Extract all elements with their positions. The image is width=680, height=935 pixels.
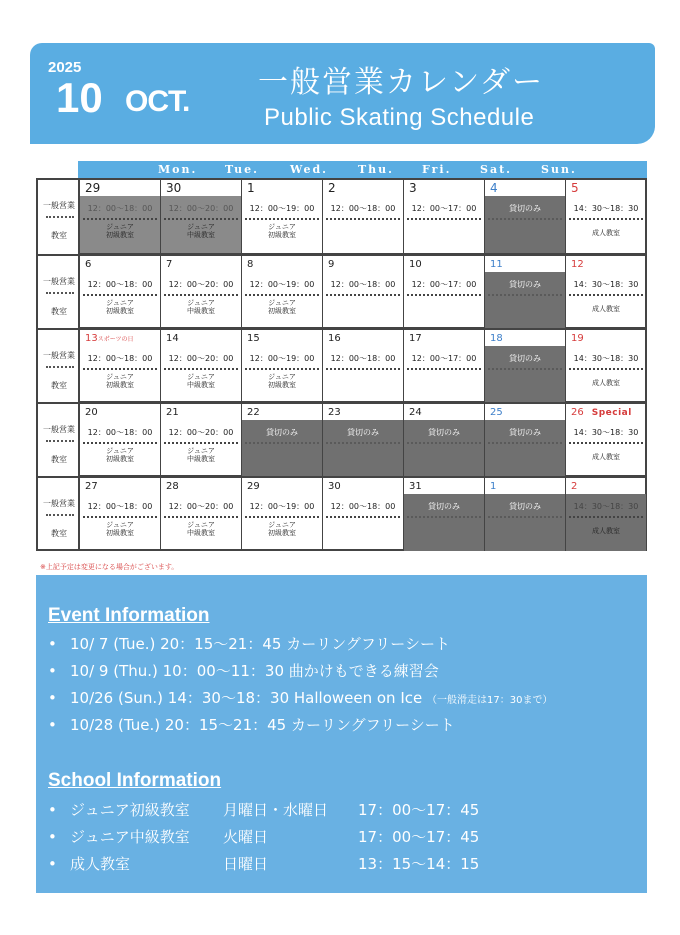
day-number: [247, 481, 260, 492]
cell-divider: [488, 294, 562, 296]
day-number: [328, 333, 341, 344]
school-label: 教室: [51, 381, 67, 390]
school-class: [566, 379, 646, 387]
public-hours: 貸切のみ: [266, 428, 298, 437]
day-number-text: 27: [85, 481, 98, 492]
header-banner: [30, 43, 655, 144]
public-hours: 12：00〜20：00: [168, 354, 234, 363]
cell-divider: [407, 294, 481, 296]
public-hours: 12：00〜19：00: [249, 502, 315, 511]
event-list: [48, 631, 552, 739]
day-cell: [80, 402, 161, 476]
day-cell: [404, 402, 485, 476]
school-class-line: 初級教室: [106, 529, 134, 537]
day-number-text: 4: [490, 181, 498, 195]
public-hours: 12：00〜19：00: [249, 280, 315, 289]
school-class-line: 初級教室: [106, 455, 134, 463]
school-class: [80, 299, 160, 315]
day-cell: [566, 254, 646, 328]
day-cell: [566, 476, 646, 550]
day-number-text: 24: [409, 407, 422, 418]
day-number: [166, 181, 181, 195]
day-number: [166, 407, 179, 418]
cell-divider: [488, 516, 562, 518]
day-number: [409, 259, 422, 270]
day-number: [490, 259, 503, 270]
row-label-block: [38, 476, 80, 550]
cell-divider: [164, 516, 238, 518]
school-class: [566, 453, 646, 461]
day-cell: [80, 476, 161, 550]
public-hours-label: 一般営業: [43, 499, 75, 508]
school-class-line: 初級教室: [268, 231, 296, 239]
day-number-text: 21: [166, 407, 179, 418]
public-hours: 14：30〜18：30: [573, 280, 639, 289]
public-hours: 12：00〜18：00: [330, 280, 396, 289]
public-hours: 貸切のみ: [509, 204, 541, 213]
day-cell: [242, 402, 323, 476]
cell-divider: [164, 294, 238, 296]
school-class-line: 中級教室: [187, 455, 215, 463]
cell-divider: [245, 294, 319, 296]
cell-divider: [569, 442, 643, 444]
weekday-label: Mon.: [158, 163, 198, 176]
school-item: • ジュニア中級教室 火曜日 17：00〜17：45: [48, 824, 479, 851]
cell-divider: [164, 442, 238, 444]
public-hours-label: 一般営業: [43, 351, 75, 360]
weekday-label: Tue.: [225, 163, 260, 176]
school-class-line: 初級教室: [268, 381, 296, 389]
page-title-jp: 一般営業カレンダー: [258, 65, 545, 100]
cell-divider: [488, 218, 562, 220]
day-number-text: 19: [571, 333, 584, 344]
school-class: [242, 299, 322, 315]
day-number: [490, 407, 503, 418]
day-number: [247, 259, 253, 270]
public-hours: 12：00〜18：00: [87, 354, 153, 363]
day-number-text: 31: [409, 481, 422, 492]
day-number-text: 30: [328, 481, 341, 492]
info-panel: [36, 575, 647, 893]
day-cell: [566, 180, 646, 254]
day-number-text: 25: [490, 407, 503, 418]
cell-divider: [83, 516, 157, 518]
day-cell: [161, 180, 242, 254]
school-class-line: ジュニア: [187, 299, 215, 307]
row-label-block: [38, 180, 80, 254]
school-class-line: ジュニア: [187, 447, 215, 455]
month-name: OCT.: [125, 85, 190, 118]
day-number-text: 16: [328, 333, 341, 344]
day-cell: [161, 254, 242, 328]
day-number: [166, 259, 172, 270]
public-hours: 貸切のみ: [428, 502, 460, 511]
public-hours: 貸切のみ: [347, 428, 379, 437]
day-number-text: 29: [247, 481, 260, 492]
day-number-text: 18: [490, 333, 503, 344]
event-note: （一般滑走は17：30まで）: [427, 695, 553, 706]
day-number-text: 6: [85, 259, 92, 270]
public-hours: 12：00〜17：00: [411, 280, 477, 289]
cell-divider: [83, 218, 157, 220]
day-cell: [242, 476, 323, 550]
month-number: 10: [56, 74, 103, 121]
public-hours-label: 一般営業: [43, 201, 75, 210]
day-number: [328, 481, 341, 492]
day-cell: [161, 402, 242, 476]
special-event-tag: Special: [591, 408, 632, 418]
cell-divider: [164, 368, 238, 370]
day-cell: [161, 328, 242, 402]
day-number-text: 17: [409, 333, 422, 344]
school-class: [80, 223, 160, 239]
public-hours: 貸切のみ: [428, 428, 460, 437]
day-number-text: 1: [490, 481, 497, 492]
cell-divider: [407, 442, 481, 444]
row-label-block: [38, 402, 80, 476]
page-title-en: Public Skating Schedule: [264, 104, 535, 131]
public-hours: 14：30〜18：30: [573, 354, 639, 363]
school-class-line: 成人教室: [592, 305, 620, 313]
school-class-line: 中級教室: [187, 381, 215, 389]
day-cell: [242, 180, 323, 254]
cell-divider: [407, 218, 481, 220]
cell-divider: [245, 218, 319, 220]
public-hours-label: 一般営業: [43, 425, 75, 434]
day-cell: [80, 254, 161, 328]
cell-divider: [488, 442, 562, 444]
day-cell: [485, 402, 566, 476]
cell-divider: [326, 294, 400, 296]
school-class-line: 初級教室: [106, 307, 134, 315]
day-number-text: 3: [409, 181, 417, 195]
school-class: [161, 521, 241, 537]
school-class-line: ジュニア: [106, 373, 134, 381]
cell-divider: [569, 218, 643, 220]
event-item: • 10/26 (Sun.) 14：30〜18：30 Halloween on Ice （一般滑走は17：30まで）: [48, 685, 552, 712]
school-class-line: 初級教室: [106, 231, 134, 239]
school-class-line: 成人教室: [592, 229, 620, 237]
day-number: [490, 181, 498, 195]
school-class: [80, 447, 160, 463]
schedule-change-note: ※上記予定は変更になる場合がございます。: [40, 563, 179, 571]
school-label: 教室: [51, 231, 67, 240]
day-number: [328, 181, 336, 195]
day-cell: [404, 254, 485, 328]
school-class-line: 成人教室: [592, 527, 620, 535]
day-number-text: 1: [247, 181, 255, 195]
day-number-text: 13: [85, 333, 98, 344]
calendar-grid: [36, 178, 647, 551]
day-number: [328, 259, 334, 270]
public-hours: 12：00〜17：00: [411, 204, 477, 213]
day-number: [247, 181, 255, 195]
public-hours: 12：00〜18：00: [87, 502, 153, 511]
school-class: [161, 447, 241, 463]
school-class-line: 初級教室: [106, 381, 134, 389]
school-class-line: ジュニア: [106, 521, 134, 529]
day-number-text: 10: [409, 259, 422, 270]
day-number: [571, 407, 632, 418]
day-number-text: 22: [247, 407, 260, 418]
school-class-line: ジュニア: [106, 299, 134, 307]
school-class: [566, 305, 646, 313]
row-label-block: [38, 254, 80, 328]
day-cell: [242, 254, 323, 328]
day-number-text: 12: [571, 259, 584, 270]
public-hours: 12：00〜18：00: [330, 502, 396, 511]
cell-divider: [569, 368, 643, 370]
school-class-line: 成人教室: [592, 379, 620, 387]
school-class: [161, 223, 241, 239]
day-number: [571, 481, 577, 492]
cell-divider: [407, 368, 481, 370]
cell-divider: [83, 442, 157, 444]
public-hours: 12：00〜18：00: [330, 354, 396, 363]
public-hours-label: 一般営業: [43, 277, 75, 286]
day-number-text: 29: [85, 181, 101, 195]
school-class-line: ジュニア: [187, 373, 215, 381]
school-class-line: ジュニア: [106, 223, 134, 231]
day-number: [409, 481, 422, 492]
cell-divider: [164, 218, 238, 220]
school-class: [80, 373, 160, 389]
school-class-line: 中級教室: [187, 307, 215, 315]
day-number-text: 28: [166, 481, 179, 492]
label-divider: [46, 292, 74, 294]
school-class-line: ジュニア: [187, 521, 215, 529]
event-info-title: Event Information: [48, 605, 210, 626]
cell-divider: [83, 294, 157, 296]
public-hours: 14：30〜18：30: [573, 204, 639, 213]
day-number-text: 30: [166, 181, 182, 195]
event-item: • 10/ 7 (Tue.) 20：15〜21：45 カーリングフリーシート: [48, 631, 552, 658]
day-number: [328, 407, 341, 418]
cell-divider: [83, 368, 157, 370]
school-list: [48, 797, 479, 878]
school-class: [161, 373, 241, 389]
weekday-label: Sun.: [541, 163, 577, 176]
weekday-label: Sat.: [480, 163, 512, 176]
school-class-line: ジュニア: [268, 521, 296, 529]
public-hours: 貸切のみ: [509, 428, 541, 437]
day-number: [490, 333, 503, 344]
day-cell: [404, 476, 485, 550]
public-hours: 12：00〜19：00: [249, 354, 315, 363]
school-class: [242, 223, 322, 239]
day-number: [166, 481, 179, 492]
day-cell: [323, 180, 404, 254]
day-cell: [161, 476, 242, 550]
public-hours: 12：00〜20：00: [168, 280, 234, 289]
day-number: [247, 333, 260, 344]
day-cell: [485, 180, 566, 254]
day-number-text: 14: [166, 333, 179, 344]
public-hours: 貸切のみ: [509, 354, 541, 363]
event-item: • 10/28 (Tue.) 20：15〜21：45 カーリングフリーシート: [48, 712, 552, 739]
cell-divider: [326, 218, 400, 220]
label-divider: [46, 216, 74, 218]
public-hours: 12：00〜18：00: [87, 280, 153, 289]
school-class-line: 初級教室: [268, 307, 296, 315]
cell-divider: [569, 294, 643, 296]
school-class: [566, 229, 646, 237]
school-item: • 成人教室 日曜日 13：15〜14：15: [48, 851, 479, 878]
day-number: [409, 333, 422, 344]
day-number-text: 20: [85, 407, 98, 418]
day-cell: [323, 402, 404, 476]
day-number: [247, 407, 260, 418]
day-number: [571, 181, 579, 195]
school-class: [242, 521, 322, 537]
weekday-header: [78, 161, 647, 178]
day-number-text: 9: [328, 259, 335, 270]
day-number-text: 23: [328, 407, 341, 418]
day-number: [166, 333, 179, 344]
school-class-line: ジュニア: [268, 299, 296, 307]
public-hours: 貸切のみ: [509, 502, 541, 511]
day-number: [409, 181, 417, 195]
year: 2025: [48, 59, 82, 76]
label-divider: [46, 440, 74, 442]
cell-divider: [407, 516, 481, 518]
day-cell: [404, 328, 485, 402]
cell-divider: [245, 368, 319, 370]
day-number-text: 15: [247, 333, 260, 344]
weekday-label: Fri.: [422, 163, 452, 176]
weekday-label: Wed.: [290, 163, 328, 176]
school-class-line: 中級教室: [187, 231, 215, 239]
school-class-line: 初級教室: [268, 529, 296, 537]
day-number: [85, 181, 100, 195]
public-hours: 12：00〜20：00: [168, 428, 234, 437]
public-hours: 12：00〜19：00: [249, 204, 315, 213]
day-number: [85, 407, 98, 418]
day-cell: [323, 476, 404, 550]
school-class-line: ジュニア: [268, 223, 296, 231]
cell-divider: [326, 516, 400, 518]
school-class-line: ジュニア: [106, 447, 134, 455]
day-cell: [566, 402, 646, 476]
public-hours: 12：00〜20：00: [168, 502, 234, 511]
day-number-text: 7: [166, 259, 173, 270]
public-hours: 12：00〜18：00: [330, 204, 396, 213]
public-hours: 12：00〜18：00: [87, 204, 153, 213]
school-label: 教室: [51, 455, 67, 464]
day-number: [571, 259, 584, 270]
school-class-line: 成人教室: [592, 453, 620, 461]
cell-divider: [245, 516, 319, 518]
school-label: 教室: [51, 529, 67, 538]
public-hours: 14：30〜18：30: [573, 428, 639, 437]
day-cell: [485, 476, 566, 550]
public-hours: 12：00〜18：00: [87, 428, 153, 437]
holiday-note: スポーツの日: [97, 336, 134, 343]
day-number: [490, 481, 496, 492]
label-divider: [46, 366, 74, 368]
weekday-label: Thu.: [358, 163, 395, 176]
public-hours: 14：30〜18：30: [573, 502, 639, 511]
day-cell: [242, 328, 323, 402]
day-number-text: 11: [490, 259, 503, 270]
day-number-text: 2: [328, 181, 336, 195]
school-class-line: ジュニア: [268, 373, 296, 381]
row-label-block: [38, 328, 80, 402]
event-item: • 10/ 9 (Thu.) 10：00〜11：30 曲かけもできる練習会: [48, 658, 552, 685]
day-number: [571, 333, 584, 344]
cell-divider: [488, 368, 562, 370]
day-number-text: 26: [571, 407, 584, 418]
school-class: [161, 299, 241, 315]
day-cell: [323, 328, 404, 402]
day-cell: [80, 180, 161, 254]
public-hours: 貸切のみ: [509, 280, 541, 289]
day-cell: [323, 254, 404, 328]
day-number: [85, 333, 134, 344]
day-cell: [566, 328, 646, 402]
day-number: [409, 407, 422, 418]
day-cell: [485, 254, 566, 328]
day-cell: [485, 328, 566, 402]
public-hours: 12：00〜20：00: [168, 204, 234, 213]
school-class: [566, 527, 646, 535]
day-cell: [404, 180, 485, 254]
school-item: • ジュニア初級教室 月曜日・水曜日 17：00〜17：45: [48, 797, 479, 824]
cell-divider: [569, 516, 643, 518]
day-cell: [80, 328, 161, 402]
school-info-title: School Information: [48, 770, 222, 791]
school-class-line: ジュニア: [187, 223, 215, 231]
day-number: [85, 481, 98, 492]
day-number: [85, 259, 91, 270]
school-class: [80, 521, 160, 537]
cell-divider: [326, 442, 400, 444]
public-hours: 12：00〜17：00: [411, 354, 477, 363]
day-number-text: 2: [571, 481, 578, 492]
day-number-text: 5: [571, 181, 579, 195]
label-divider: [46, 514, 74, 516]
day-number-text: 8: [247, 259, 254, 270]
cell-divider: [326, 368, 400, 370]
school-class: [242, 373, 322, 389]
school-label: 教室: [51, 307, 67, 316]
school-class-line: 中級教室: [187, 529, 215, 537]
cell-divider: [245, 442, 319, 444]
